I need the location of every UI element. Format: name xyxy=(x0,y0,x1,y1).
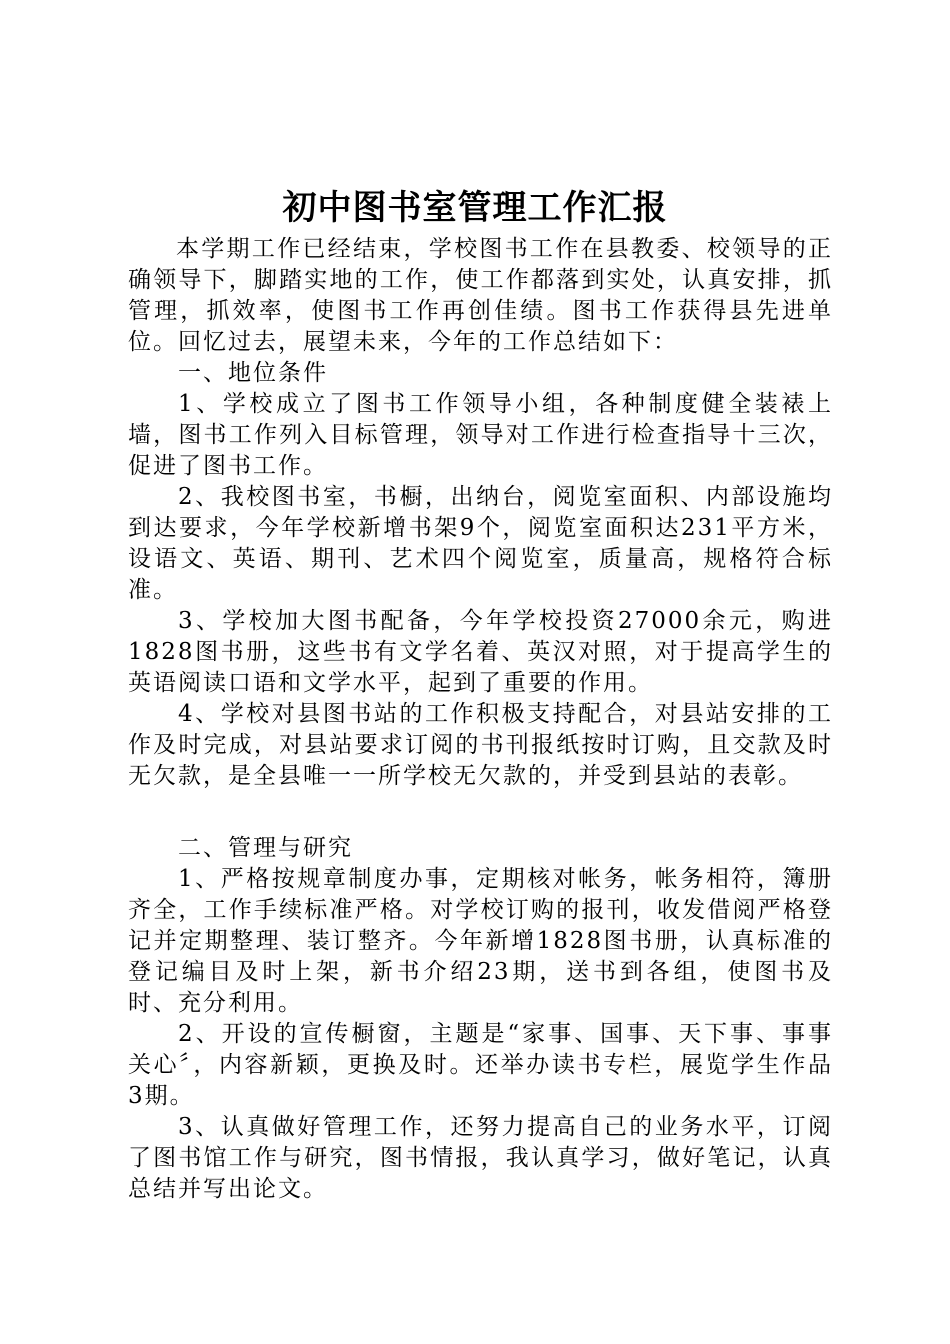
document-title: 初中图书室管理工作汇报 xyxy=(282,188,668,228)
section-gap xyxy=(128,792,833,833)
section-2-heading: 二、管理与研究 xyxy=(178,835,353,861)
document-body xyxy=(128,234,833,1205)
intro-paragraph: 本学期工作已经结束，学校图书工作在县教委、校领导的正确领导下，脚踏实地的工作，使工作都落到实处，认真安排，抓管理，抓效率，使图书工作再创佳绩。图书工作获得县先进单位。回忆过去，展望未来，今年的工作总结如下： xyxy=(128,236,833,355)
section-2-item-3: 3、认真做好管理工作，还努力提高自己的业务水平，订阅了图书馆工作与研究，图书情报，我认真学习，做好笔记，认真总结并写出论文。 xyxy=(128,1114,833,1202)
section-2-item-1: 1、严格按规章制度办事，定期核对帐务，帐务相符，簿册齐全，工作手续标准严格。对学校订购的报刊，收发借阅严格登记并定期整理、装订整齐。今年新增1828图书册，认真标准的登记编目及时上架，新书介绍23期，送书到各组，使图书及时、充分利用。 xyxy=(128,866,833,1016)
section-1-item-1: 1、学校成立了图书工作领导小组，各种制度健全装裱上墙，图书工作列入目标管理，领导对工作进行检查指导十三次，促进了图书工作。 xyxy=(128,391,833,479)
section-1-item-2: 2、我校图书室，书橱，出纳台，阅览室面积、内部设施均到达要求，今年学校新增书架9个，阅览室面积达231平方米，设语文、英语、期刊、艺术四个阅览室，质量高，规格符合标准。 xyxy=(128,484,833,603)
section-2-item-2: 2、开设的宣传橱窗，主题是“家事、国事、天下事、事事关心〞，内容新颖，更换及时。还举办读书专栏，展览学生作品3期。 xyxy=(128,1021,833,1109)
section-1-heading: 一、地位条件 xyxy=(178,360,328,386)
section-1-item-3: 3、学校加大图书配备，今年学校投资27000余元，购进1828图书册，这些书有文学名着、英汉对照，对于提高学生的英语阅读口语和文学水平，起到了重要的作用。 xyxy=(128,608,833,696)
section-1-item-4: 4、学校对县图书站的工作积极支持配合，对县站安排的工作及时完成，对县站要求订阅的书刊报纸按时订购，且交款及时无欠款，是全县唯一一所学校无欠款的，并受到县站的表彰。 xyxy=(128,701,833,789)
